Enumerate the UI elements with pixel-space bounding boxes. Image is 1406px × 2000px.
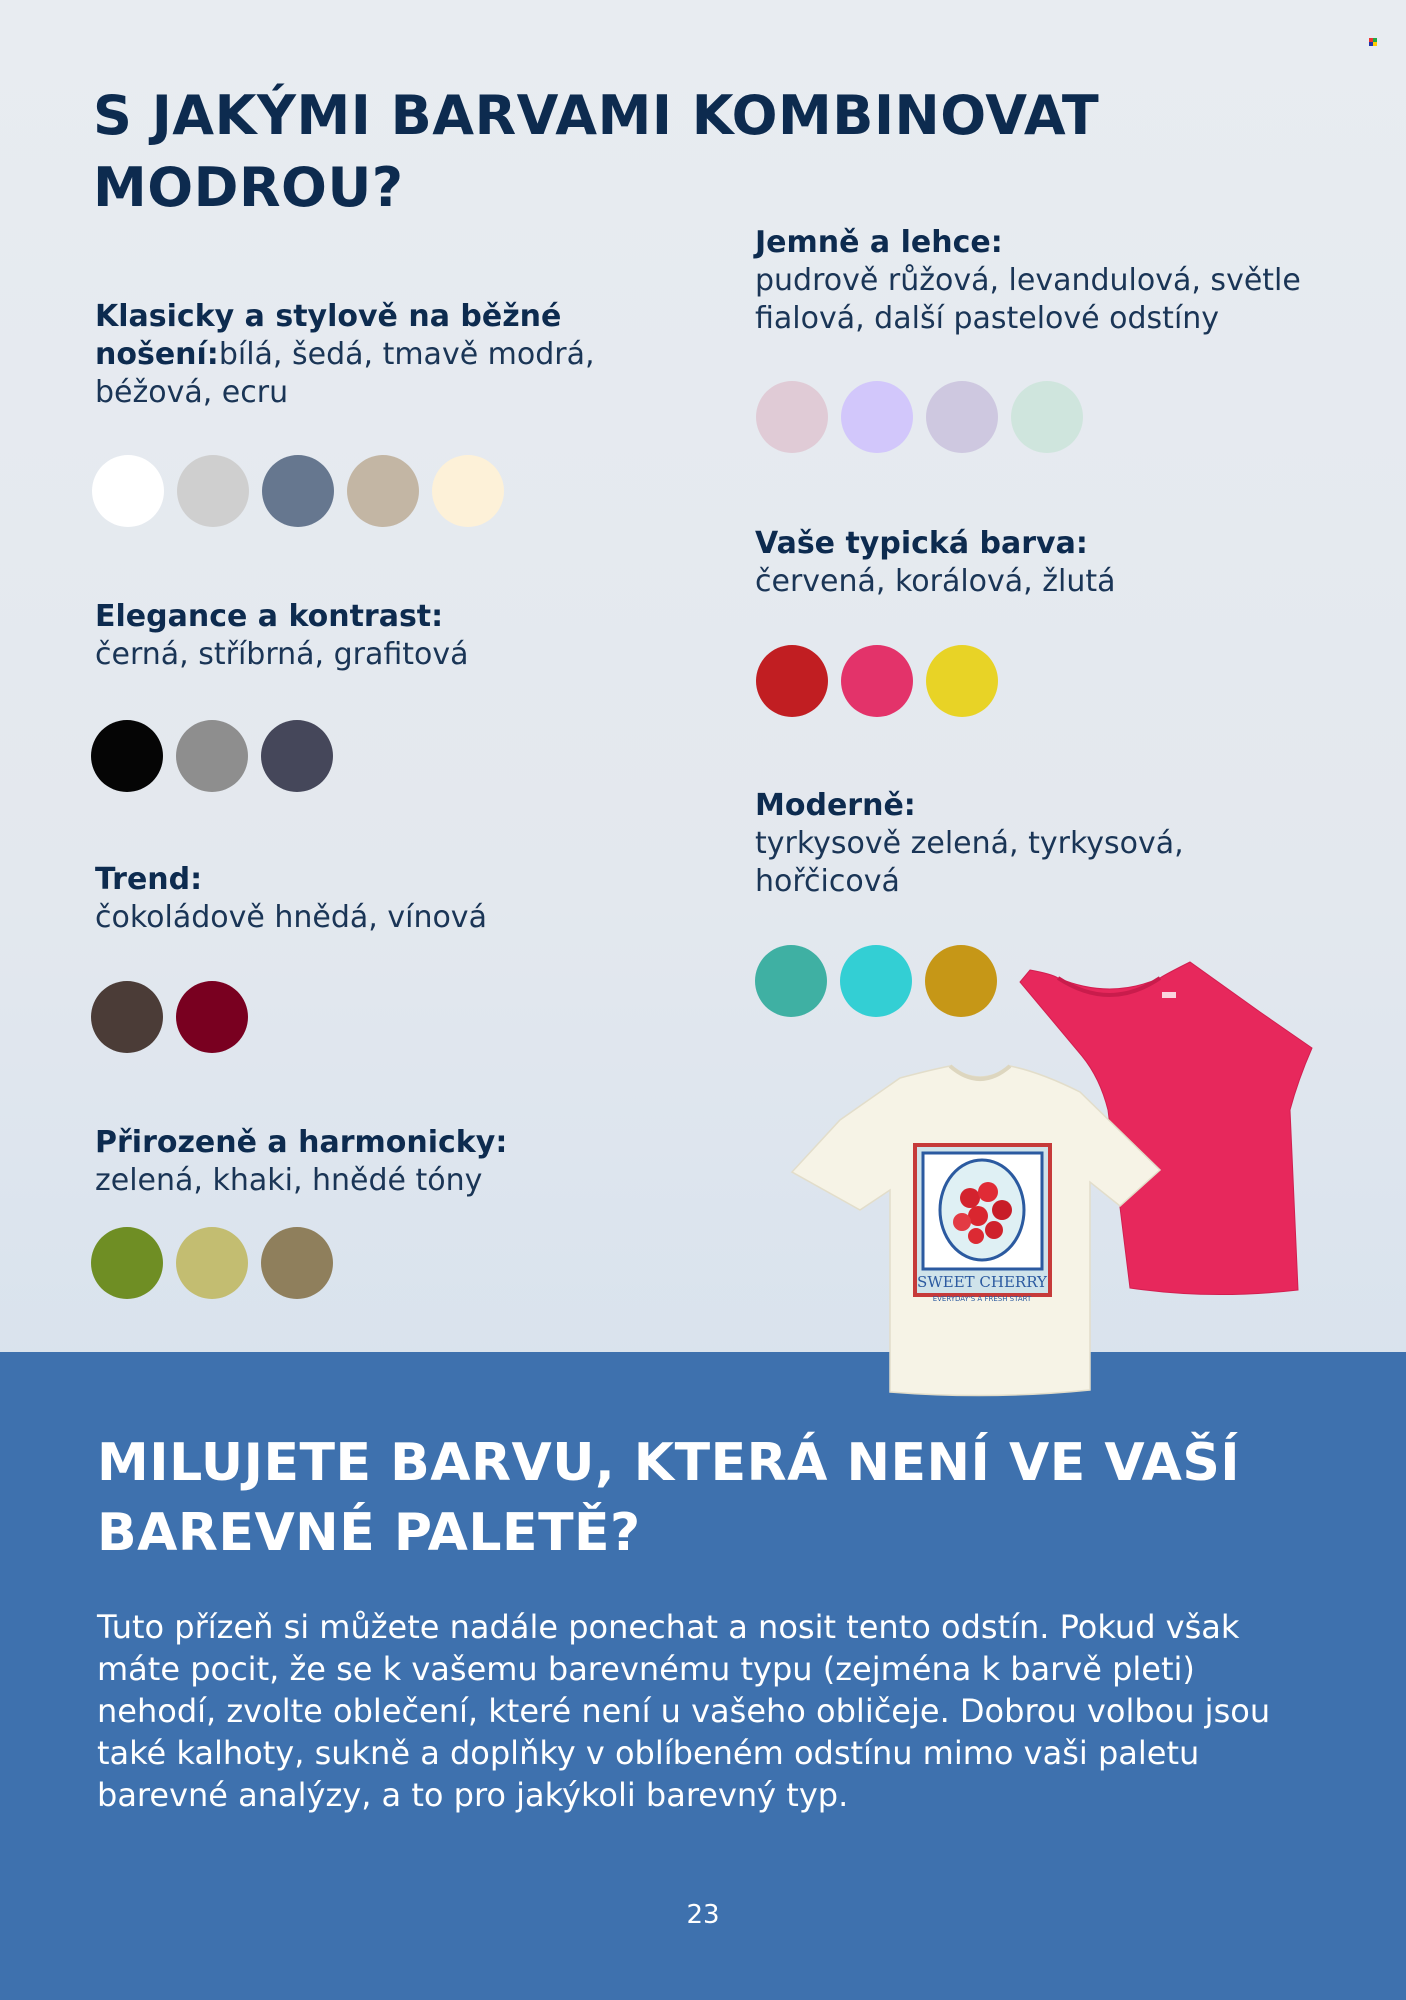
cream-tshirt	[792, 1066, 1160, 1396]
swatches-typicka	[756, 645, 998, 717]
group-elegance	[95, 598, 655, 674]
color-swatch	[1011, 381, 1083, 453]
color-swatch	[177, 455, 249, 527]
color-swatch	[176, 981, 248, 1053]
group-colors: červená, korálová, žlutá	[755, 564, 1116, 599]
corner-logo-icon	[1369, 38, 1377, 46]
color-swatch	[261, 720, 333, 792]
color-swatch	[347, 455, 419, 527]
color-swatch	[92, 455, 164, 527]
color-swatch	[926, 381, 998, 453]
color-swatch	[176, 720, 248, 792]
group-typicka	[755, 525, 1325, 601]
group-heading: Klasicky a stylově na běžné nošení:	[95, 299, 562, 372]
group-jemne	[755, 224, 1325, 338]
band-title: MILUJETE BARVU, KTERÁ NENÍ VE VAŠÍ BAREVNÉ PALETĚ?	[97, 1433, 1241, 1563]
print-subtitle: EVERYDAY'S A FRESH START	[932, 1295, 1032, 1303]
group-colors: čokoládově hnědá, vínová	[95, 900, 487, 935]
group-colors: černá, stříbrná, grafitová	[95, 637, 469, 672]
color-swatch	[756, 381, 828, 453]
group-heading: Jemně a lehce:	[755, 225, 1003, 260]
group-heading: Moderně:	[755, 788, 916, 823]
group-heading: Vaše typická barva:	[755, 526, 1088, 561]
color-swatch	[432, 455, 504, 527]
group-colors: tyrkysově zelená, tyrkysová, hořčicová	[755, 826, 1184, 899]
group-heading: Přirozeně a harmonicky:	[95, 1125, 508, 1160]
group-heading: Trend:	[95, 862, 203, 897]
group-colors: pudrově růžová, levandulová, světle fialová, další pastelové odstíny	[755, 263, 1301, 336]
color-swatch	[176, 1227, 248, 1299]
color-swatch	[261, 1227, 333, 1299]
color-swatch	[841, 381, 913, 453]
swatches-klasicky	[92, 455, 504, 527]
group-klasicky	[95, 298, 655, 412]
page-title: S JAKÝMI BARVAMI KOMBINOVAT MODROU?	[93, 84, 1100, 219]
group-colors: zelená, khaki, hnědé tóny	[95, 1163, 483, 1198]
color-swatch	[91, 981, 163, 1053]
tshirts-image	[790, 960, 1330, 1400]
swatches-elegance	[91, 720, 333, 792]
group-moderne	[755, 787, 1325, 901]
color-swatch	[91, 720, 163, 792]
swatches-jemne	[756, 381, 1083, 453]
swatches-prirozene	[91, 1227, 333, 1299]
group-heading: Elegance a kontrast:	[95, 599, 444, 634]
group-colors: bílá, šedá, tmavě modrá, béžová, ecru	[95, 337, 595, 410]
color-swatch	[926, 645, 998, 717]
print-title: SWEET CHERRY	[917, 1273, 1047, 1291]
swatches-trend	[91, 981, 248, 1053]
page-number: 23	[686, 1900, 720, 1930]
color-swatch	[841, 645, 913, 717]
color-swatch	[262, 455, 334, 527]
group-trend	[95, 861, 655, 937]
band-text: Tuto přízeň si můžete nadále ponechat a nosit tento odstín. Pokud však máte pocit, že se k vašemu barevnému typu (zejména k barvě pleti) nehodí, zvolte oblečení, které není u vašeho obličeje. Dobrou volbou jsou také kalhoty, sukně a doplňky v oblíbeném odstínu mimo vaši paletu barevné analýzy, a to pro jakýkoli barevný typ.	[97, 1608, 1271, 1814]
color-swatch	[756, 645, 828, 717]
group-prirozene	[95, 1124, 655, 1200]
color-swatch	[91, 1227, 163, 1299]
